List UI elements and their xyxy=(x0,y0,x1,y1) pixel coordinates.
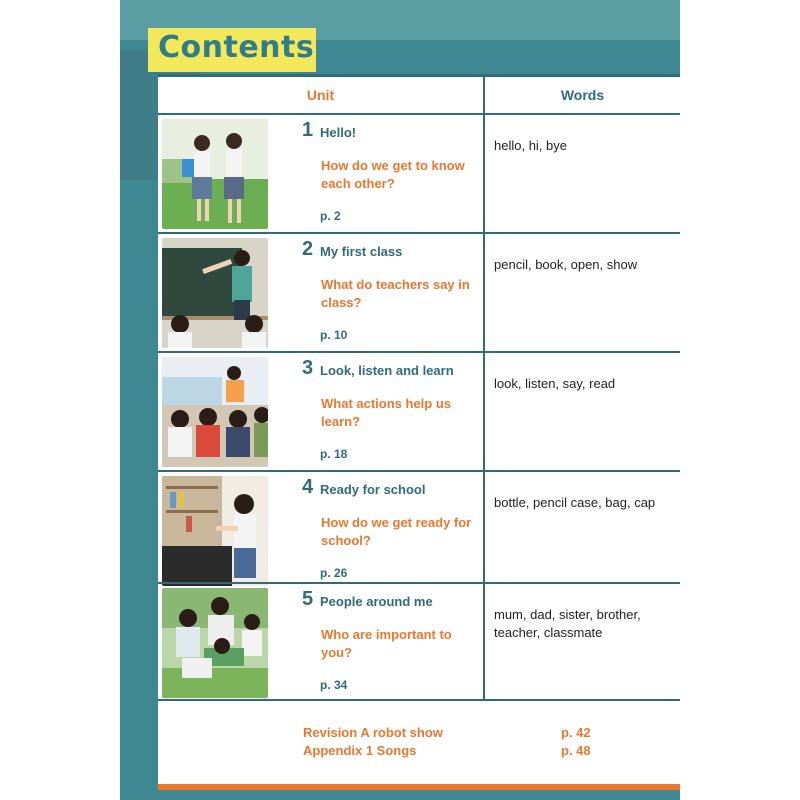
column-divider xyxy=(483,115,485,232)
unit-question: How do we get to know each other? xyxy=(321,158,465,191)
words-column-header: Words xyxy=(560,87,605,103)
unit-number: 1 xyxy=(302,119,314,141)
unit-page: p. 18 xyxy=(320,447,348,461)
unit-title: Ready for school xyxy=(320,482,426,497)
unit-words: mum, dad, sister, brother, teacher, classmate xyxy=(494,607,641,640)
unit-page: p. 10 xyxy=(320,328,348,342)
unit-number: 5 xyxy=(302,588,314,610)
column-divider xyxy=(483,584,485,701)
unit-question: What actions help us learn? xyxy=(321,396,452,429)
page-title: Contents xyxy=(158,30,315,65)
column-divider xyxy=(483,472,485,589)
bottom-accent-strip xyxy=(158,784,680,790)
column-divider xyxy=(483,353,485,470)
contents-table xyxy=(158,74,680,787)
unit-row-5[interactable] xyxy=(158,582,680,701)
revision-label[interactable]: Revision A robot show xyxy=(303,725,443,740)
kids-listening-to-teacher-photo xyxy=(162,357,268,467)
family-reading-outdoors-photo xyxy=(162,588,268,698)
unit-words: hello, hi, bye xyxy=(494,138,567,153)
unit-words: bottle, pencil case, bag, cap xyxy=(494,495,656,510)
unit-number: 4 xyxy=(302,476,314,498)
unit-question: How do we get ready for school? xyxy=(321,515,472,548)
unit-question: Who are important to you? xyxy=(321,627,452,660)
unit-title: People around me xyxy=(320,594,433,609)
unit-row-3[interactable] xyxy=(158,351,680,470)
unit-page: p. 34 xyxy=(320,678,348,692)
column-divider xyxy=(483,234,485,351)
unit-words: look, listen, say, read xyxy=(494,376,616,391)
unit-number: 2 xyxy=(302,238,314,260)
unit-title: Look, listen and learn xyxy=(320,363,454,378)
unit-number: 3 xyxy=(302,357,314,379)
unit-page: p. 2 xyxy=(320,209,341,223)
unit-page: p. 26 xyxy=(320,566,348,580)
revision-page: p. 42 xyxy=(561,725,591,740)
two-girls-greeting-photo xyxy=(162,119,268,229)
unit-row-4[interactable] xyxy=(158,470,680,589)
unit-row-2[interactable] xyxy=(158,232,680,351)
unit-title: My first class xyxy=(320,244,403,259)
unit-row-1[interactable] xyxy=(158,113,680,232)
unit-column-header: Unit xyxy=(306,87,335,103)
contents-footer xyxy=(158,699,680,789)
teacher-at-blackboard-photo xyxy=(162,238,268,348)
unit-title: Hello! xyxy=(320,125,357,140)
girl-at-bookshelf-photo xyxy=(162,476,268,586)
unit-question: What do teachers say in class? xyxy=(321,277,470,310)
appendix-label[interactable]: Appendix 1 Songs xyxy=(303,743,417,758)
appendix-page: p. 48 xyxy=(561,743,591,758)
unit-words: pencil, book, open, show xyxy=(494,257,638,272)
